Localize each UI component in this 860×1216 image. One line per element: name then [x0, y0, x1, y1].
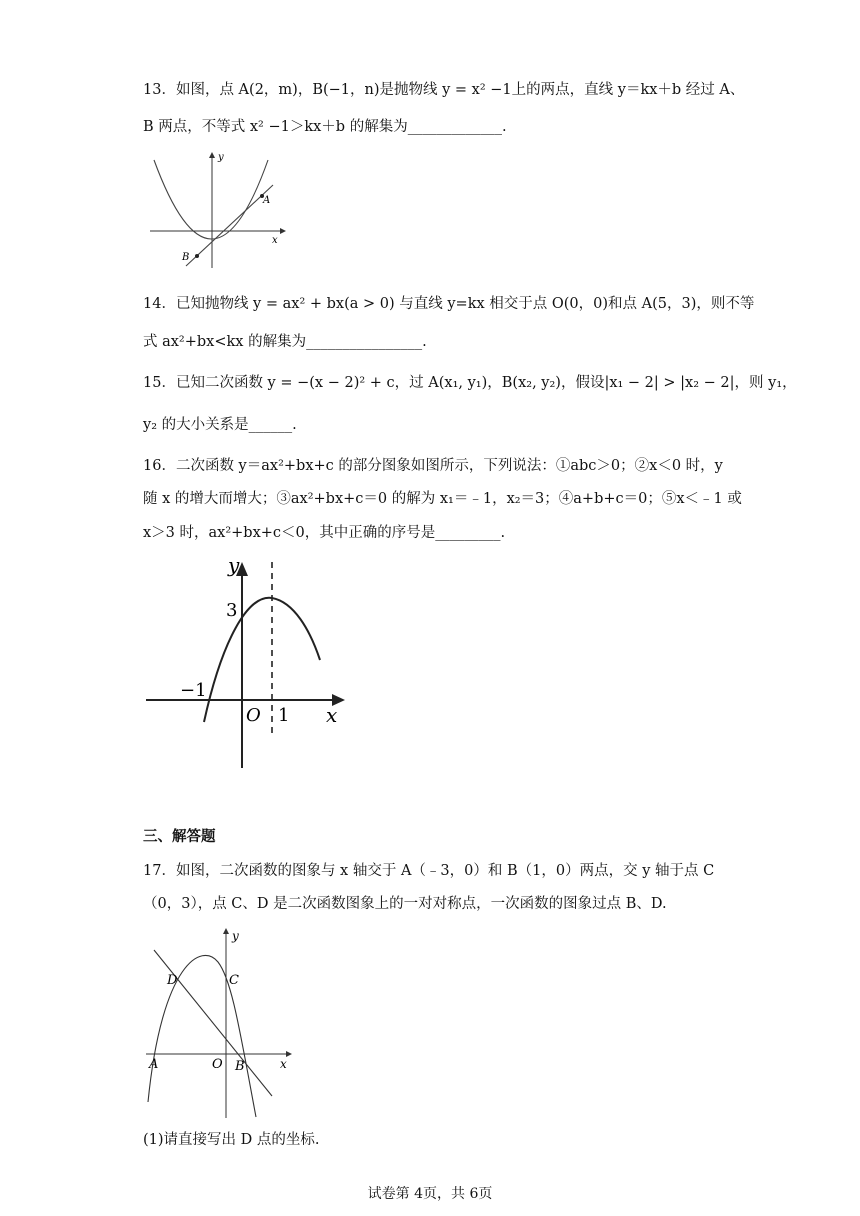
q16-fig-tick-neg1: −1	[180, 680, 207, 701]
q13-line-1: 13．如图，点 A(2，m)，B(−1，n)是抛物线 y = x² −1上的两点，直线 y＝kx＋b 经过 A、	[143, 82, 745, 98]
q13-figure	[140, 148, 290, 273]
q17-subquestion-1: (1)请直接写出 D 点的坐标.	[143, 1132, 320, 1148]
q17-fig-point-c: C	[229, 973, 239, 988]
q16-line-3: x＞3 时，ax²+bx+c＜0，其中正确的序号是_________.	[143, 525, 506, 541]
q15-line-1: 15．已知二次函数 y = −(x − 2)² + c，过 A(x₁, y₁)，B(x₂, y₂)，假设|x₁ − 2| > |x₂ − 2|，则 y₁，	[143, 375, 797, 391]
page-footer: 试卷第 4页，共 6页	[367, 1186, 493, 1202]
q17-line-1: 17．如图，二次函数的图象与 x 轴交于 A（﹣3，0）和 B（1，0）两点，交 y 轴于点 C	[143, 863, 715, 879]
q17-fig-point-a: A	[149, 1057, 159, 1072]
q17-fig-y-label: y	[232, 929, 239, 943]
q13-fig-x-label: x	[272, 235, 278, 246]
q16-line-2: 随 x 的增大而增大；③ax²+bx+c＝0 的解为 x₁＝﹣1，x₂＝3；④a+b+c＝0；⑤x＜﹣1 或	[143, 491, 742, 507]
q17-fig-point-d: D	[167, 973, 178, 988]
q13-fig-point-a: A	[263, 195, 271, 206]
q17-fig-origin: O	[212, 1057, 223, 1072]
q15-line-2: y₂ 的大小关系是______.	[143, 417, 297, 433]
q17-line-2: （0，3），点 C、D 是二次函数图象上的一对对称点，一次函数的图象过点 B、D.	[143, 896, 667, 912]
q14-line-2: 式 ax²+bx<kx 的解集为________________.	[143, 334, 427, 350]
q17-figure	[140, 922, 295, 1122]
q16-fig-tick-1: 1	[278, 705, 290, 726]
q16-line-1: 16．二次函数 y＝ax²+bx+c 的部分图象如图所示，下列说法：①abc＞0；②x＜0 时，y	[143, 458, 723, 474]
q17-fig-point-b: B	[235, 1059, 245, 1074]
q17-fig-x-label: x	[280, 1057, 287, 1071]
q16-fig-tick-3: 3	[226, 600, 238, 621]
q13-fig-point-b: B	[182, 252, 190, 263]
q16-figure	[140, 550, 355, 775]
q14-line-1: 14．已知抛物线 y = ax² + bx(a > 0) 与直线 y=kx 相交于点 O(0，0)和点 A(5，3)，则不等	[143, 296, 755, 312]
section-heading: 三、解答题	[143, 829, 216, 845]
q16-fig-y-label: y	[228, 553, 240, 577]
q13-fig-y-label: y	[218, 152, 224, 163]
q13-line-2: B 两点，不等式 x² −1＞kx＋b 的解集为_____________.	[143, 119, 507, 135]
q16-fig-x-label: x	[326, 703, 338, 727]
q16-fig-origin: O	[246, 705, 261, 726]
